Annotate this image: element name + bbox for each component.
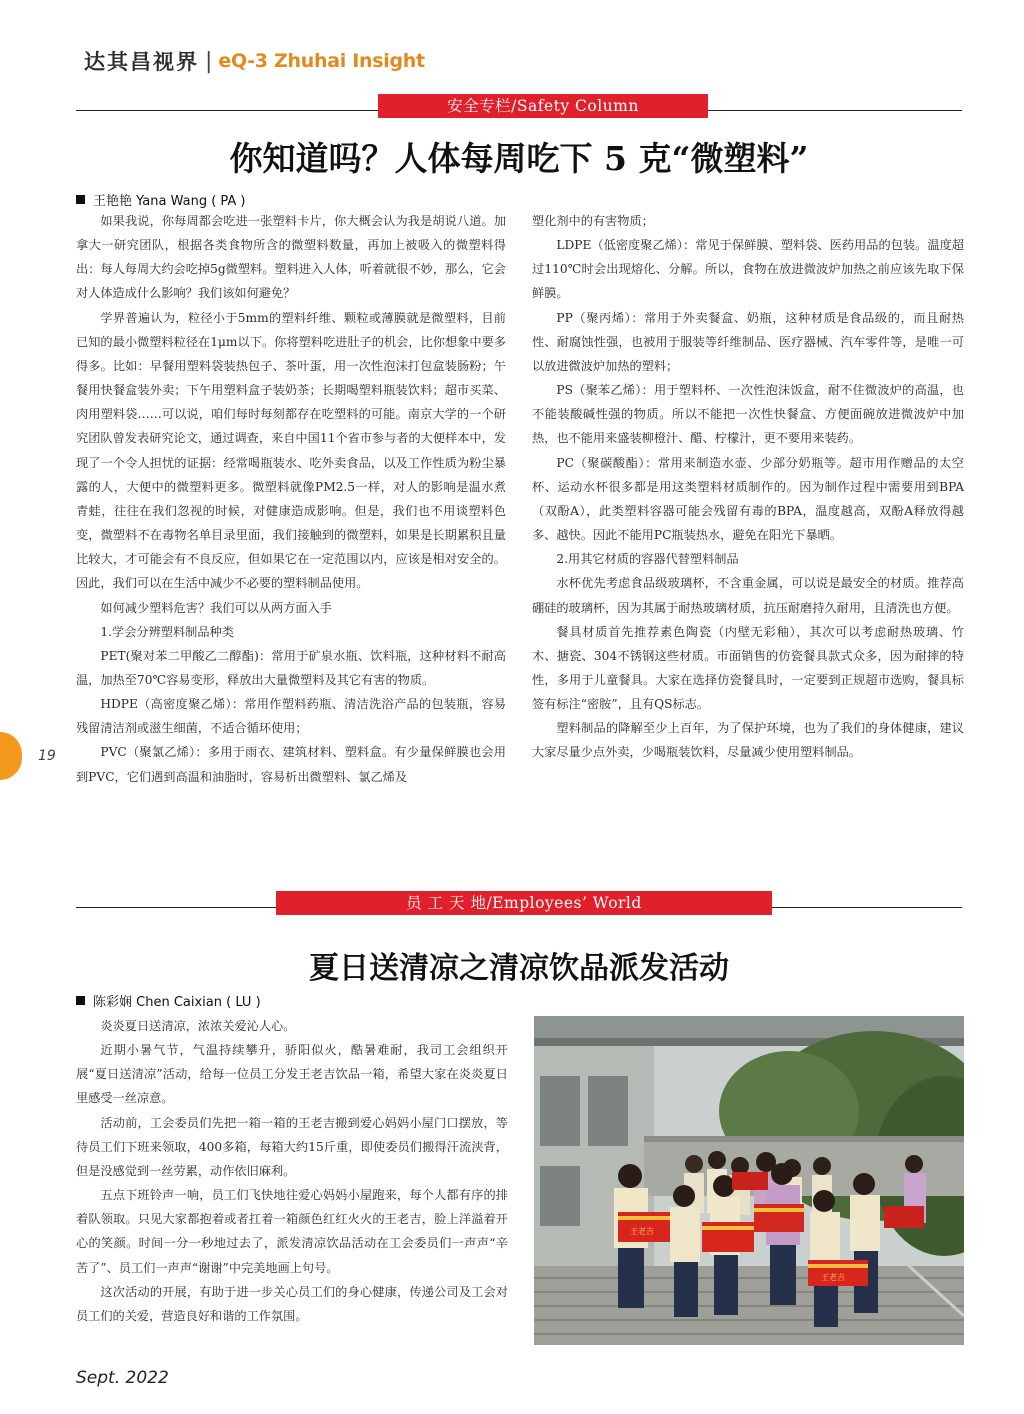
byline-article2: [76, 990, 261, 1010]
byline-article1: [76, 189, 246, 209]
box-brand-text: 王老吉: [821, 1273, 845, 1282]
article1-paragraph: 学界普遍认为，粒径小于5mm的塑料纤维、颗粒或薄膜就是微塑料，目前已知的最小微塑料粒径在1μm以下。你将塑料吃进肚子的机会，比你想象中要多得多。比如：早餐用塑料袋装热包子、茶叶蛋，用一次性泡沫打包盒装肠粉；午餐用快餐盒装外卖；下午用塑料盒子装奶茶；长期喝塑料瓶装饮料；超市买菜、肉用塑料袋……可以说，咱们每时每刻都存在吃塑料的可能。南京大学的一个研究团队曾发表研究论文，通过调查，来自中国11个省市参与者的大便样本中，发现了一个令人担忧的证据：经常喝瓶装水、吃外卖食品，以及工作性质为粉尘暴露的人，大便中的微塑料更多。微塑料就像PM2.5一样，对人的影响是温水煮青蛙，往往在我们忽视的时候，对健康造成影响。但是，我们也不用谈塑料色变，微塑料不在毒物名单目录里面，我们接触到的微塑料，如果是长期累积且量比较大，才可能会有不良反应，但如果它在一定范围以内，应该是相对安全的。因此，我们可以在生活中减少不必要的塑料制品使用。: [76, 310, 506, 591]
article1-paragraph: 如何减少塑料危害？我们可以从两方面入手: [100, 600, 332, 615]
article2-paragraph: 这次活动的开展，有助于进一步关心员工们的身心健康，传递公司及工会对员工们的关爱，营造良好和谐的工作氛围。: [76, 1284, 508, 1323]
article2-paragraph: 五点下班铃声一响，员工们飞快地往爱心妈妈小屋跑来，每个人都有序的排着队领取。只见大家都抱着或者扛着一箱颜色红红火火的王老吉，脸上洋溢着开心的笑颜。时间一分一秒地过去了，派发清凉饮品活动在工会委员们一声声“辛苦了”、员工们一声声“谢谢”中完美地画上句号。: [76, 1188, 508, 1275]
magazine-title-en: eQ-3 Zhuhai Insight: [218, 50, 425, 72]
event-photo: [534, 1016, 964, 1345]
section-bar-safety: [76, 94, 962, 118]
article1-paragraph: PP（聚丙烯）：常用于外卖餐盒、奶瓶，这种材质是食品级的，而且耐热性、耐腐蚀性强，也被用于服装等纤维制品、医疗器械、汽车零件等，是唯一可以放进微波炉加热的塑料；: [532, 310, 964, 373]
article1-paragraph: 塑料制品的降解至少上百年，为了保护环境，也为了我们的身体健康，建议大家尽量少点外卖，少喝瓶装饮料，尽量减少使用塑料制品。: [532, 721, 964, 760]
article1-paragraph: PC（聚碳酸酯）：常用来制造水壶、少部分奶瓶等。超市用作赠品的太空杯、运动水杯很多都是用这类塑料材质制作的。因为制作过程中需要用到BPA（双酚A），此类塑料容器可能会残留有毒的BPA，温度越高，双酚A释放得越多、越快。因此不能用PC瓶装热水，避免在阳光下暴晒。: [532, 455, 964, 543]
article1-paragraph: HDPE（高密度聚乙烯）：常用作塑料药瓶、清洁洗浴产品的包装瓶，容易残留清洁剂或滋生细菌，不适合循环使用；: [76, 697, 506, 736]
article1-paragraph: 如果我说，你每周都会吃进一张塑料卡片，你大概会认为我是胡说八道。加拿大一研究团队，根据各类食物所含的微塑料数量，再加上被吸入的微塑料得出：每人每周大约会吃掉5g微塑料。塑料进入人体，听着就很不妙，那么，它会对人体造成什么影响？我们该如何避免？: [76, 214, 506, 301]
event-photo-illustration: [534, 1016, 964, 1345]
article2-paragraph: 活动前，工会委员们先把一箱一箱的王老吉搬到爱心妈妈小屋门口摆放，等待员工们下班来领取，400多箱，每箱大约15斤重，即使委员们搬得汗流浃背，但是没感觉到一丝劳累，动作依旧麻利。: [76, 1115, 508, 1178]
page-number: 19: [38, 748, 56, 764]
article1-subheading: 1.学会分辨塑料制品种类: [100, 624, 234, 639]
article1-paragraph: 塑化剂中的有害物质；: [532, 214, 654, 228]
magazine-header: [84, 44, 425, 78]
article1-paragraph: PVC（聚氯乙烯）：多用于雨衣、建筑材料、塑料盒。有少量保鲜膜也会用到PVC，它们遇到高温和油脂时，容易析出微塑料、氯乙烯及: [76, 745, 506, 784]
byline-author: 陈彩娴 Chen Caixian ( LU ): [93, 994, 261, 1010]
article1-paragraph: LDPE（低密度聚乙烯）：常见于保鲜膜、塑料袋、医药用品的包装。温度超过110℃时会出现熔化、分解。所以，食物在放进微波炉加热之前应该先取下保鲜膜。: [532, 238, 964, 301]
byline-square-icon: [76, 195, 85, 204]
article2-paragraph: 近期小暑气节，气温持续攀升，骄阳似火，酷暑难耐，我司工会组织开展“夏日送清凉”活动，给每一位员工分发王老吉饮品一箱，希望大家在炎炎夏日里感受一丝凉意。: [76, 1043, 508, 1106]
article1-subheading: 2.用其它材质的容器代替塑料制品: [556, 552, 739, 567]
box-brand-text: 王老吉: [630, 1227, 654, 1236]
page-edge-tab: [0, 732, 22, 780]
article2-column: [76, 1014, 508, 1328]
byline-square-icon: [76, 996, 85, 1005]
article1-right-column: [532, 209, 964, 765]
article-title-summer-drinks: 夏日送清凉之清凉饮品派发活动: [309, 951, 729, 986]
article1-left-column: [76, 209, 506, 789]
article-title-microplastics: 你知道吗？人体每周吃下 5 克“微塑料”: [229, 139, 809, 178]
article1-paragraph: PET(聚对苯二甲酸乙二醇酯)：常用于矿泉水瓶、饮料瓶，这种材料不耐高温，加热至70℃容易变形，释放出大量微塑料及其它有害的物质。: [76, 648, 506, 687]
article2-paragraph: 炎炎夏日送清凉，浓浓关爱沁人心。: [100, 1019, 296, 1033]
article1-paragraph: 水杯优先考虑食品级玻璃杯，不含重金属，可以说是最安全的材质。推荐高硼硅的玻璃杯，因为其属于耐热玻璃材质，抗压耐磨持久耐用，且清洗也方便。: [532, 576, 964, 615]
section-bar-employees: [76, 891, 962, 915]
section-label-employees: 员 工 天 地/Employees’ World: [276, 891, 772, 915]
article1-paragraph: 餐具材质首先推荐素色陶瓷（内壁无彩釉），其次可以考虑耐热玻璃、竹木、搪瓷、304不锈钢这些材质。市面销售的仿瓷餐具款式众多，因为耐摔的特性，多用于儿童餐具。大家在选择仿瓷餐具时，一定要到正规超市选购，餐具标签有标注“密胺”，且有QS标志。: [532, 624, 964, 712]
magazine-title-cn: 达其昌视界: [84, 49, 199, 74]
article1-paragraph: PS（聚苯乙烯）：用于塑料杯、一次性泡沫饭盒，耐不住微波炉的高温，也不能装酸碱性强的物质。所以不能把一次性快餐盒、方便面碗放进微波炉中加热，也不能用来盛装柳橙汁、醋、柠檬汁，更不要用来装药。: [532, 383, 964, 446]
section-label-safety: 安全专栏/Safety Column: [378, 94, 708, 118]
issue-date: Sept. 2022: [76, 1368, 169, 1388]
byline-author: 王艳艳 Yana Wang ( PA ): [93, 193, 246, 209]
header-separator: |: [205, 48, 213, 74]
